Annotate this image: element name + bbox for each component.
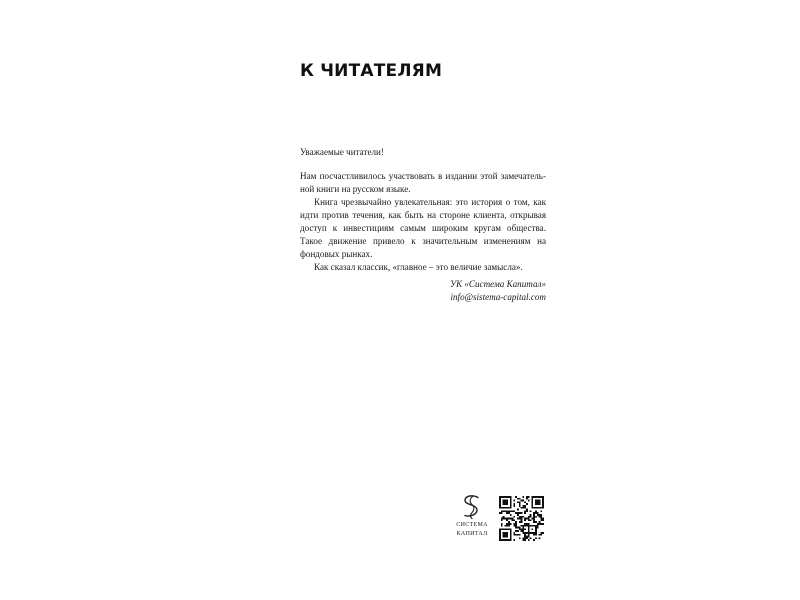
qr-code-icon xyxy=(499,496,544,541)
signature-company: УК «Система Капитал» xyxy=(449,279,546,289)
letter-paragraph-2: Книга чрезвычайно увлекательная: это история о том, как идти против течения, как быть на стороне клиента, открывая доступ к инвестициям самым широким кругам общества. Такое движение привело к значительным изменениям на фондовых рынках. xyxy=(300,197,546,259)
signature-email: info@sistema-capital.com xyxy=(450,292,546,302)
page-heading: К ЧИТАТЕЛЯМ xyxy=(300,61,443,81)
letter-paragraph-3: Как сказал классик, «главное – это величие замысла». xyxy=(314,262,523,272)
sistema-capital-logo-icon xyxy=(461,494,483,520)
logo-text-line1: СИСТЕМА xyxy=(456,522,488,528)
sistema-capital-logo xyxy=(452,494,492,544)
letter-body xyxy=(300,146,546,274)
logo-text-line2: КАПИТАЛ xyxy=(456,531,488,537)
letter-signature xyxy=(300,278,546,304)
letter-greeting: Уважаемые читатели! xyxy=(300,147,384,157)
letter-paragraph-1: Нам посчастливилось участвовать в издании этой замечательной книги на русском языке. xyxy=(300,171,546,194)
